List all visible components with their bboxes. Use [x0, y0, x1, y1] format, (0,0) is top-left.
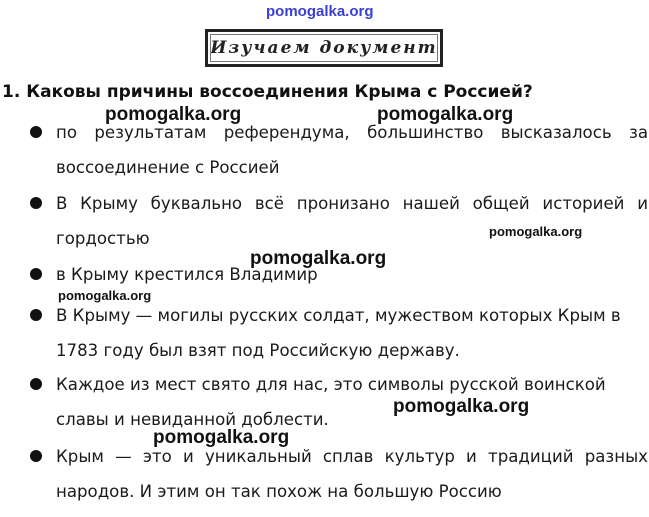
bullet-icon — [30, 378, 42, 390]
watermark-top: pomogalka.org — [266, 3, 374, 20]
bullet-icon — [30, 268, 42, 280]
bullet-icon — [30, 309, 42, 321]
watermark: pomogalka.org — [105, 104, 242, 125]
section-header-title: Изучаем документ — [210, 38, 438, 58]
watermark: pomogalka.org — [489, 224, 583, 239]
section-header-box — [205, 29, 443, 67]
watermark: pomogalka.org — [377, 104, 514, 125]
answer-item: Каждое из мест свято для нас, это символы русской воинской славы и невиданной доблести. — [56, 375, 606, 429]
watermark: pomogalka.org — [58, 288, 152, 303]
answer-item: по результатам референдума, большинство высказалось за воссоединение с Россией — [56, 123, 648, 177]
answer-item: В Крыму — могилы русских солдат, мужеством которых Крым в 1783 году был взят под Российскую державу. — [56, 306, 621, 360]
bullet-icon — [30, 197, 42, 209]
watermark: pomogalka.org — [393, 396, 530, 417]
watermark: pomogalka.org — [153, 427, 290, 448]
bullet-icon — [30, 126, 42, 138]
answer-item: в Крыму крестился Владимир — [56, 265, 318, 284]
answer-item: В Крыму буквально всё пронизано нашей общей историей и гордостью — [56, 194, 648, 248]
answer-item: Крым — это и уникальный сплав культур и традиций разных народов. И этим он так похож на большую Россию — [56, 447, 648, 501]
watermark: pomogalka.org — [250, 248, 387, 269]
bullet-icon — [30, 450, 42, 462]
question-heading: 1. Каковы причины воссоединения Крыма с Россией? — [2, 82, 533, 102]
